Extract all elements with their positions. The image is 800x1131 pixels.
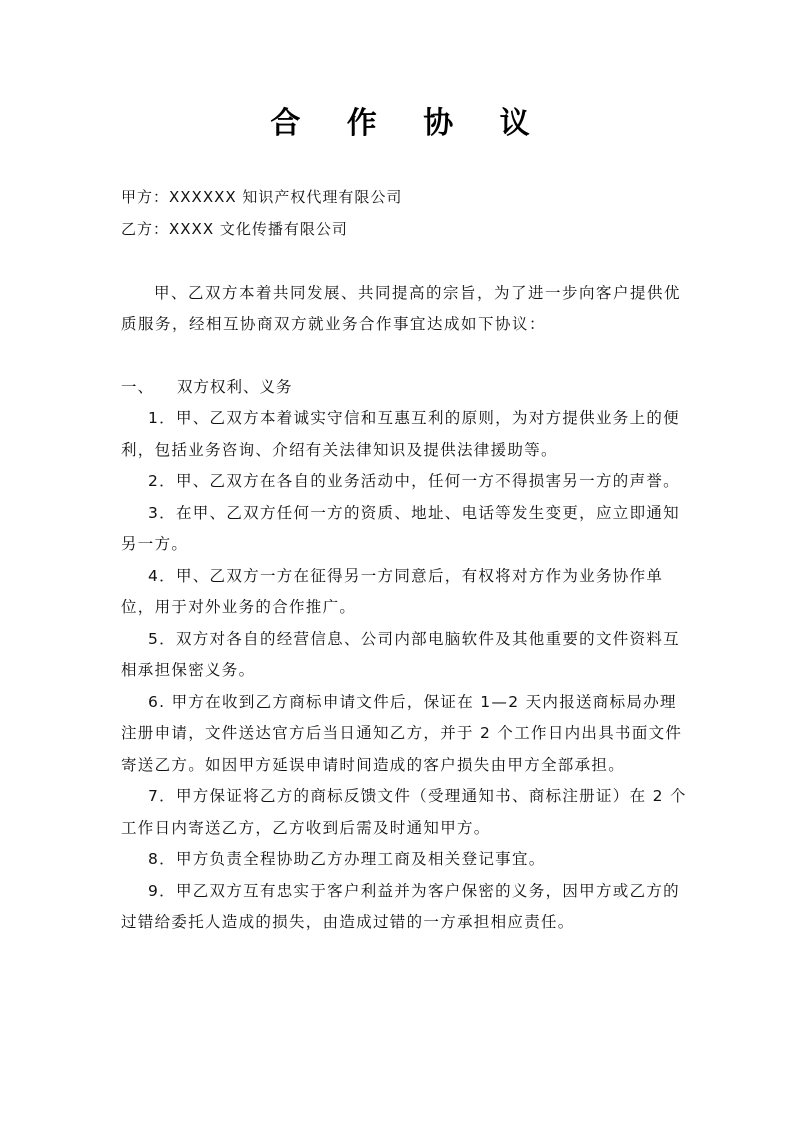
clause-list [121,403,693,939]
section-title: 双方权利、义务 [177,378,293,396]
clause-2: 2．甲、乙双方在各自的业务活动中，任何一方不得损害另一方的声誉。 [148,472,680,490]
section-number: 一、 [121,378,155,396]
intro-paragraph: 甲、乙双方本着共同发展、共同提高的宗旨，为了进一步向客户提供优质服务，经相互协商双方就业务合作事宜达成如下协议： [121,284,682,333]
clause-9: 9．甲乙双方互有忠实于客户利益并为客户保密的义务，因甲方或乙方的过错给委托人造成的损失，由造成过错的一方承担相应责任。 [121,881,680,931]
clause-4: 4．甲、乙双方一方在征得另一方同意后，有权将对方作为业务协作单位，用于对外业务的合作推广。 [121,566,664,616]
clause-6: 6. 甲方在收到乙方商标申请文件后，保证在 1—2 天内报送商标局办理注册申请，文件送达官方后当日通知乙方，并于 2 个工作日内出具书面文件寄送乙方。如因甲方延误申请时间造成的客户损失由甲方全部承担。 [121,692,683,774]
clause-3: 3．在甲、乙双方任何一方的资质、地址、电话等发生变更，应立即通知另一方。 [121,503,680,553]
clause-7: 7．甲方保证将乙方的商标反馈文件（受理通知书、商标注册证）在 2 个工作日内寄送乙方，乙方收到后需及时通知甲方。 [121,787,687,837]
clause-5: 5．双方对各自的经营信息、公司内部电脑软件及其他重要的文件资料互相承担保密义务。 [121,629,680,679]
party-b-line: 乙方：XXXX 文化传播有限公司 [121,220,348,238]
clause-8: 8．甲方负责全程协助乙方办理工商及相关登记事宜。 [148,850,546,868]
section-heading [121,375,293,397]
clause-1: 1．甲、乙双方本着诚实守信和互惠互利的原则，为对方提供业务上的便利，包括业务咨询、介绍有关法律知识及提供法律援助等。 [121,409,680,459]
party-a-line: 甲方：XXXXXX 知识产权代理有限公司 [121,188,403,206]
document-title: 合 作 协 议 [270,106,548,141]
